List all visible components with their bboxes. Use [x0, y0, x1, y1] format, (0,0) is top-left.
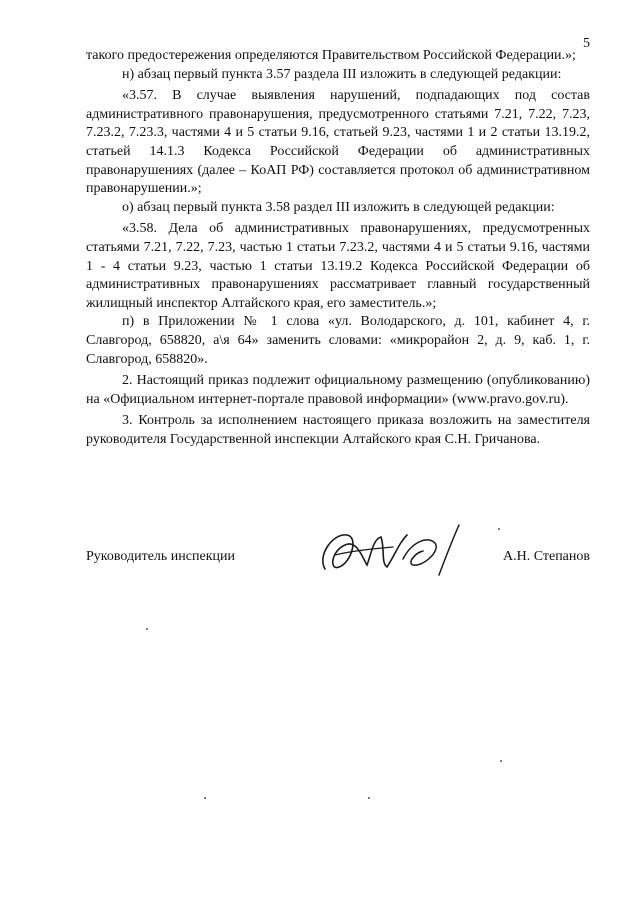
paragraph-continuation: такого предостережения определяются Правительством Российской Федерации.»;	[86, 48, 576, 63]
paragraph-item-o: о) абзац первый пункта 3.58 раздел III изложить в следующей редакции:	[122, 199, 555, 215]
page-number: 5	[583, 36, 590, 51]
paragraph-quote-3-57: «3.57. В случае выявления нарушений, подпадающих под состав административного правонарушения, предусмотренного статьями 7.21, 7.22, 7.23, 7.23.2, 7.23.3, частями 4 и 5 статьи 9.16, статьей 9.23, частями 1 и 2 статьи 13.19.2, статьей 14.1.3 Кодекса Российской Федерации об административных правонарушениях (далее – КоАП РФ) составляется протокол об административном правонарушении.»;	[86, 88, 590, 197]
signatory-name: А.Н. Степанов	[502, 549, 590, 564]
paragraph-item-p: п) в Приложении № 1 слова «ул. Володарского, д. 101, кабинет 4, г. Славгород, 658820, а\я 64» заменить словами: «микрорайон 2, д. 9, каб. 1, г. Славгород, 658820».	[86, 314, 590, 367]
scan-speck	[204, 797, 206, 799]
paragraph-clause-3: 3. Контроль за исполнением настоящего приказа возложить на заместителя руководителя Государственной инспекции Алтайского края С.Н. Гричанова.	[86, 413, 590, 447]
paragraph-item-n: н) абзац первый пункта 3.57 раздела III изложить в следующей редакции:	[122, 66, 562, 82]
scan-speck	[500, 760, 502, 762]
scan-speck	[368, 797, 370, 799]
scan-speck	[498, 528, 500, 530]
handwritten-signature	[311, 515, 461, 585]
signatory-title: Руководитель инспекции	[86, 549, 235, 564]
paragraph-quote-3-58: «3.58. Дела об административных правонарушениях, предусмотренных статьями 7.21, 7.22, 7.23, частью 1 статьи 7.23.2, частями 4 и 5 статьи 9.16, частями 1 - 4 статьи 9.23, частью 1 статьи 13.19.2 Кодекса Российской Федерации об административных правонарушениях рассматривает главный государственный жилищный инспектор Алтайского края, его заместитель.»;	[86, 221, 590, 311]
signature-block	[86, 541, 590, 571]
document-body	[86, 47, 590, 449]
paragraph-clause-2: 2. Настоящий приказ подлежит официальному размещению (опубликованию) на «Официальном интернет-портале правовой информации» (www.pravo.gov.ru).	[86, 373, 590, 407]
scan-speck	[146, 628, 148, 630]
